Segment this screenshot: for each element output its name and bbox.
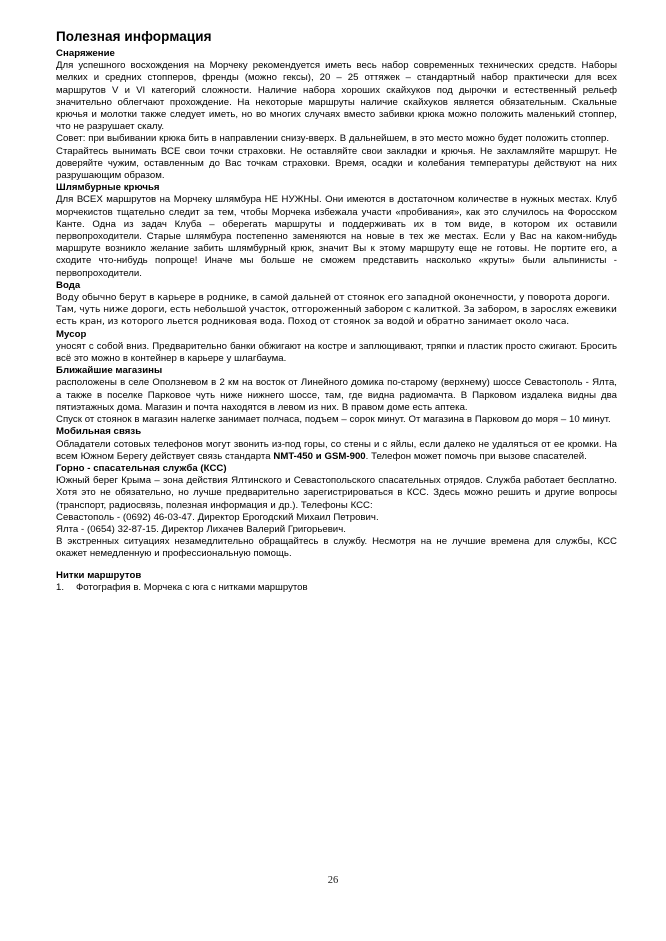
- page-content: [56, 28, 617, 594]
- section-heading-shlyamburnye-kruchya: Шлямбурные крючья: [56, 182, 160, 194]
- section-paragraph: уносят с собой вниз. Предварительно банки обжигают на костре и заплющивают, тряпки и пластик просто сжигают. Бросить всё это можно в контейнер в карьере у шлагбаума.: [56, 340, 617, 365]
- section-paragraph: Совет: при выбивании крюка бить в направлении снизу-вверх. В дальнейшем, в это место можно будет положить стоппер.: [56, 133, 610, 145]
- section-paragraph: Старайтесь вынимать ВСЕ свои точки страховки. Не оставляйте свои закладки и крючья. Не захламляйте маршрут. Не доверяйте чужим, оставленным до Вас точкам страховки. Время, осадки и колебания температуры действуют на них разрушающим образом.: [56, 145, 617, 182]
- list-item-number: 1.: [56, 581, 65, 593]
- section-paragraph: Воду обычно берут в карьере в роднике, в самой дальней от стоянок его западной оконечности, у поворота дороги. Там, чуть ниже дороги, есть небольшой участок, отгороженный забором с калиткой. За забором, в зарослях ежевики есть кран, из которого льется родниковая вода. Поход от стоянок за водой и обратно занимает около часа.: [56, 293, 617, 328]
- routes-list: [56, 582, 617, 595]
- section-spacer: [56, 561, 617, 570]
- section-heading-nitki-marshrutov: Нитки маршрутов: [56, 569, 142, 581]
- section-heading-mobilnaya-svyaz: Мобильная связь: [56, 426, 142, 438]
- section-heading-blizhayshie-magaziny: Ближайшие магазины: [56, 365, 163, 377]
- section-heading-kss: Горно - спасательная служба (КСС): [56, 462, 227, 474]
- section-heading-snaryazhenie: Снаряжение: [56, 48, 115, 59]
- paragraph-text-after: . Телефон может помочь при вызове спасателей.: [365, 450, 587, 462]
- page-title: Полезная информация: [56, 29, 212, 44]
- section-paragraph: Для успешного восхождения на Морчеку рекомендуется иметь весь набор современных технических средств. Наборы мелких и средних стопперов, френды (можно гексы), 20 – 25 оттяжек – стандартный набор практически для всех маршрутов V и VI категорий сложности. Наличие набора хороших скайхуков под дырочки и естественный рельеф значительно облегчают прохождение. На некоторые маршруты наличие скайхуков является обязательным. Скальные крючья и молотки также следует иметь, но во многих случаях вместо забивки крюка можно положить маленький стоппер, что не разрушает скалу.: [56, 60, 617, 133]
- mobile-standards-bold: NMT-450 и GSM-900: [273, 450, 366, 462]
- kss-contact-yalta: Ялта - (0654) 32-87-15. Директор Лихачев Валерий Григорьевич.: [56, 523, 346, 535]
- section-paragraph: Южный берег Крыма – зона действия Ялтинского и Севастопольского спасательных отрядов. Служба работает бесплатно. Хотя это не обязательно, но лучше предварительно зарегистрироваться в КСС. Здесь можно решить и другие вопросы (транспорт, радиосвязь, полезная информация и др.). Телефоны КСС:: [56, 475, 617, 511]
- section-heading-voda: Вода: [56, 279, 81, 291]
- section-heading-musor: Мусор: [56, 328, 87, 340]
- list-item-label: Фотография в. Морчека с юга с нитками маршрутов: [76, 581, 308, 593]
- section-paragraph: В экстренных ситуациях незамедлительно обращайтесь в службу. Несмотря на не лучшие времена для службы, КСС окажет немедленную и профессиональную помощь.: [56, 536, 617, 560]
- list-item: [56, 582, 617, 595]
- kss-contact-sevastopol: Севастополь - (0692) 46-03-47. Директор Ерогодский Михаил Петрович.: [56, 511, 379, 523]
- section-paragraph: расположены в селе Оползневом в 2 км на восток от Линейного домика по-старому (верхнему) шоссе Севастополь - Ялта, а также в поселке Парковое чуть ниже нижнего шоссе, там, где видна радиомачта. В Парковом издалека видны два пятиэтажных дома. Магазин и почта находятся в левом из них. В правом доме есть аптека.: [56, 377, 617, 413]
- section-paragraph: Для ВСЕХ маршрутов на Морчеку шлямбура НЕ НУЖНЫ. Они имеются в достаточном количестве в нужных местах. Клуб морчекистов тщательно следит за тем, чтобы Морчека избежала участи «пробивания», как это случилось на Форосском Канте. Одна из задач Клуба – оберегать маршруты и поддерживать их в том виде, в котором их оставили первопроходители. Старые шлямбура постепенно заменяются на новые в тех же местах. Если у Вас на каком-нибудь маршруте возникло желание забить шлямбурный крюк, значит Вы к этому маршруту еще не готовы. Не портите его, а сходите что-нибудь попроще! Иначе мы больше не сможем представить насколько «круты» были альпинисты - первопроходители.: [56, 194, 617, 279]
- paragraph-text-before: Обладатели сотовых телефонов могут звонить из-под горы, со стены и с яйлы, если далеко не удаляться от ее кромки. На всем Южном Берегу действует связь стандарта: [56, 438, 617, 462]
- section-paragraph: Спуск от стоянок в магазин налегке занимает полчаса, подъем – сорок минут. От магазина в Парковом до моря – 10 минут.: [56, 414, 611, 426]
- section-paragraph: [56, 439, 617, 463]
- page-number: 26: [327, 875, 339, 886]
